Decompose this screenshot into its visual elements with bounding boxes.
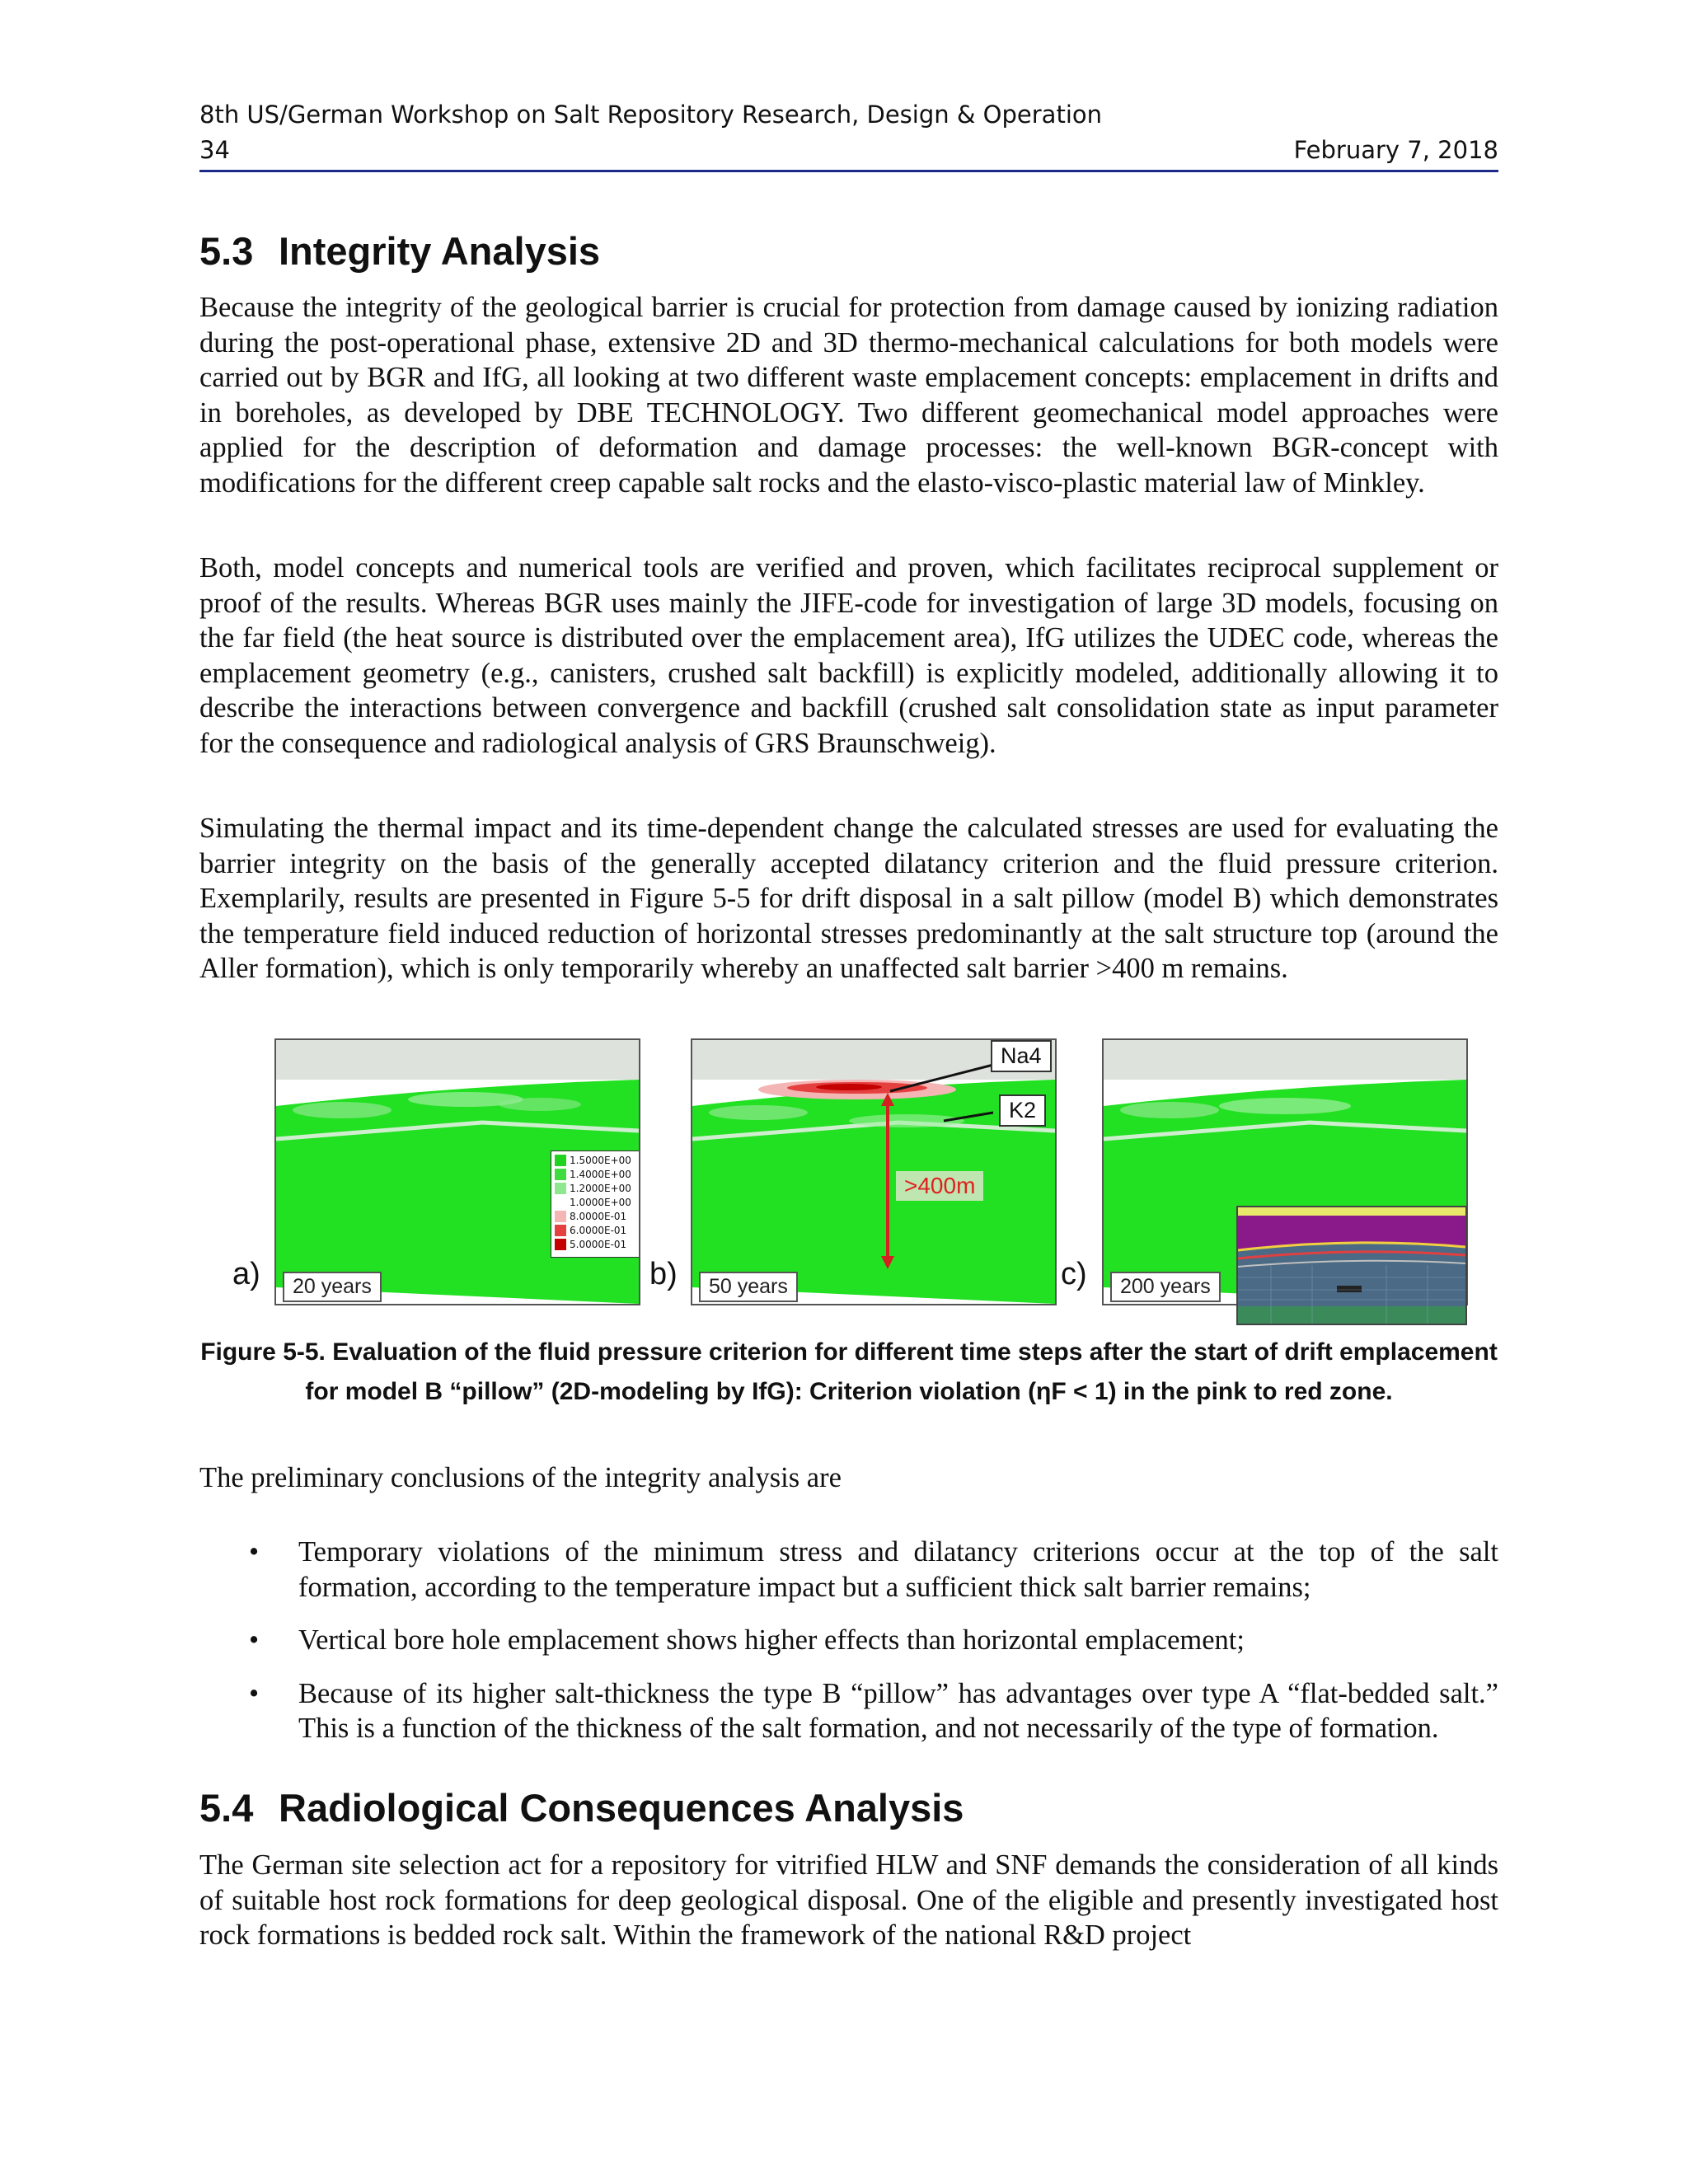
conclusions-list <box>199 1535 1498 1765</box>
bullet-marker: • <box>249 1536 260 1568</box>
legend-value-5: 8.0000E-01 <box>570 1211 627 1222</box>
figure-panel-b <box>691 1038 1057 1305</box>
section-heading-5-3 <box>199 228 600 274</box>
legend-value-3: 1.2000E+00 <box>570 1183 631 1194</box>
legend-swatch-5 <box>555 1211 566 1222</box>
legend-swatch-3 <box>555 1183 566 1194</box>
time-label-c: 200 years <box>1110 1272 1221 1302</box>
list-item-text: Vertical bore hole emplacement shows higher effects than horizontal emplacement; <box>298 1624 1245 1656</box>
header-date: February 7, 2018 <box>1293 136 1498 164</box>
legend-swatch-7 <box>555 1239 566 1250</box>
section-number: 5.4 <box>199 1786 254 1830</box>
paragraph-3: Simulating the thermal impact and its time-dependent change the calculated stresses are used for evaluating the barrier integrity on the basis of the generally accepted dilatancy criterion and the fluid pressure criterion. Exemplarily, results are presented in Figure 5-5 for drift disposal in a salt pillow (model B) which demonstrates the temperature field induced reduction of horizontal stresses predominantly at the salt structure top (around the Aller formation), which is only temporarily whereby an unaffected salt barrier >400 m remains. <box>199 813 1498 984</box>
list-item <box>199 1676 1498 1746</box>
inset-geometry <box>1238 1207 1465 1324</box>
section-title: Integrity Analysis <box>279 229 601 273</box>
panel-label-c: c) <box>1061 1257 1087 1291</box>
legend-value-4: 1.0000E+00 <box>570 1197 631 1208</box>
time-label-b: 50 years <box>699 1272 798 1302</box>
legend-value-6: 6.0000E-01 <box>570 1225 627 1236</box>
time-label-a: 20 years <box>283 1272 382 1302</box>
list-item <box>199 1623 1498 1658</box>
running-header-title: 8th US/German Workshop on Salt Repository Research, Design & Operation <box>199 101 1103 129</box>
callout-na4: Na4 <box>991 1040 1052 1072</box>
legend-swatch-1 <box>555 1155 566 1166</box>
running-header-meta <box>199 136 1498 164</box>
conclusions-intro: The preliminary conclusions of the integrity analysis are <box>199 1462 842 1493</box>
barrier-thickness-label: >400m <box>896 1171 983 1201</box>
panel-label-a: a) <box>232 1257 260 1291</box>
color-legend <box>551 1151 640 1258</box>
paragraph-1: Because the integrity of the geological barrier is crucial for protection from damage caused by ionizing radiation during the post-operational phase, extensive 2D and 3D thermo-mechanical calculations for both models were carried out by BGR and IfG, all looking at two different waste emplacement concepts: emplacement in drifts and in boreholes, as developed by DBE TECHNOLOGY. Two different geomechanical model approaches were applied for the description of deformation and damage processes: the well-known BGR-concept with modifications for the different creep capable salt rocks and the elasto-visco-plastic material law of Minkley. <box>199 292 1498 499</box>
legend-swatch-6 <box>555 1225 566 1236</box>
list-item-text: Temporary violations of the minimum stress and dilatancy criterions occur at the top of the salt formation, according to the temperature impact but a sufficient thick salt barrier remains; <box>298 1536 1498 1603</box>
paragraph-2: Both, model concepts and numerical tools are verified and proven, which facilitates reciprocal supplement or proof of the results. Whereas BGR uses mainly the JIFE-code for investigation of large 3D models, focusing on the far field (the heat source is distributed over the emplacement area), IfG utilizes the UDEC code, whereas the emplacement geometry (e.g., canisters, crushed salt backfill) is explicitly modeled, additionally allowing it to describe the interactions between convergence and backfill (crushed salt consolidation state as input parameter for the consequence and radiological analysis of GRS Braunschweig). <box>199 552 1498 759</box>
legend-value-2: 1.4000E+00 <box>570 1169 631 1180</box>
figure-caption: Figure 5-5. Evaluation of the fluid pressure criterion for different time steps after the start of drift emplacement for model B “pillow” (2D-modeling by IfG): Criterion violation (ηF < 1) in the pink to red zone. <box>200 1338 1498 1405</box>
panel-b-plot <box>692 1040 1055 1304</box>
section-title: Radiological Consequences Analysis <box>279 1786 964 1830</box>
header-rule <box>199 170 1498 172</box>
section-heading-5-4 <box>199 1785 964 1830</box>
legend-swatch-4 <box>555 1197 566 1208</box>
model-geometry-inset <box>1236 1206 1467 1325</box>
figure-panel-a <box>274 1038 640 1305</box>
bullet-marker: • <box>249 1677 260 1709</box>
list-item-text: Because of its higher salt-thickness the type B “pillow” has advantages over type A “flat-bedded salt.” This is a function of the thickness of the salt formation, and not necessarily of the type of formation. <box>298 1677 1498 1744</box>
page-number: 34 <box>199 136 230 164</box>
legend-swatch-2 <box>555 1169 566 1180</box>
section-number: 5.3 <box>199 229 254 273</box>
paragraph-5-4: The German site selection act for a repository for vitrified HLW and SNF demands the consideration of all kinds of suitable host rock formations for deep geological disposal. One of the eligible and presently investigated host rock formations is bedded rock salt. Within the framework of the national R&D project <box>199 1849 1498 1951</box>
bullet-marker: • <box>249 1624 260 1656</box>
callout-k2: K2 <box>999 1094 1046 1127</box>
legend-value-7: 5.0000E-01 <box>570 1239 627 1250</box>
list-item <box>199 1535 1498 1605</box>
legend-value-1: 1.5000E+00 <box>570 1155 631 1166</box>
panel-label-b: b) <box>649 1257 678 1291</box>
